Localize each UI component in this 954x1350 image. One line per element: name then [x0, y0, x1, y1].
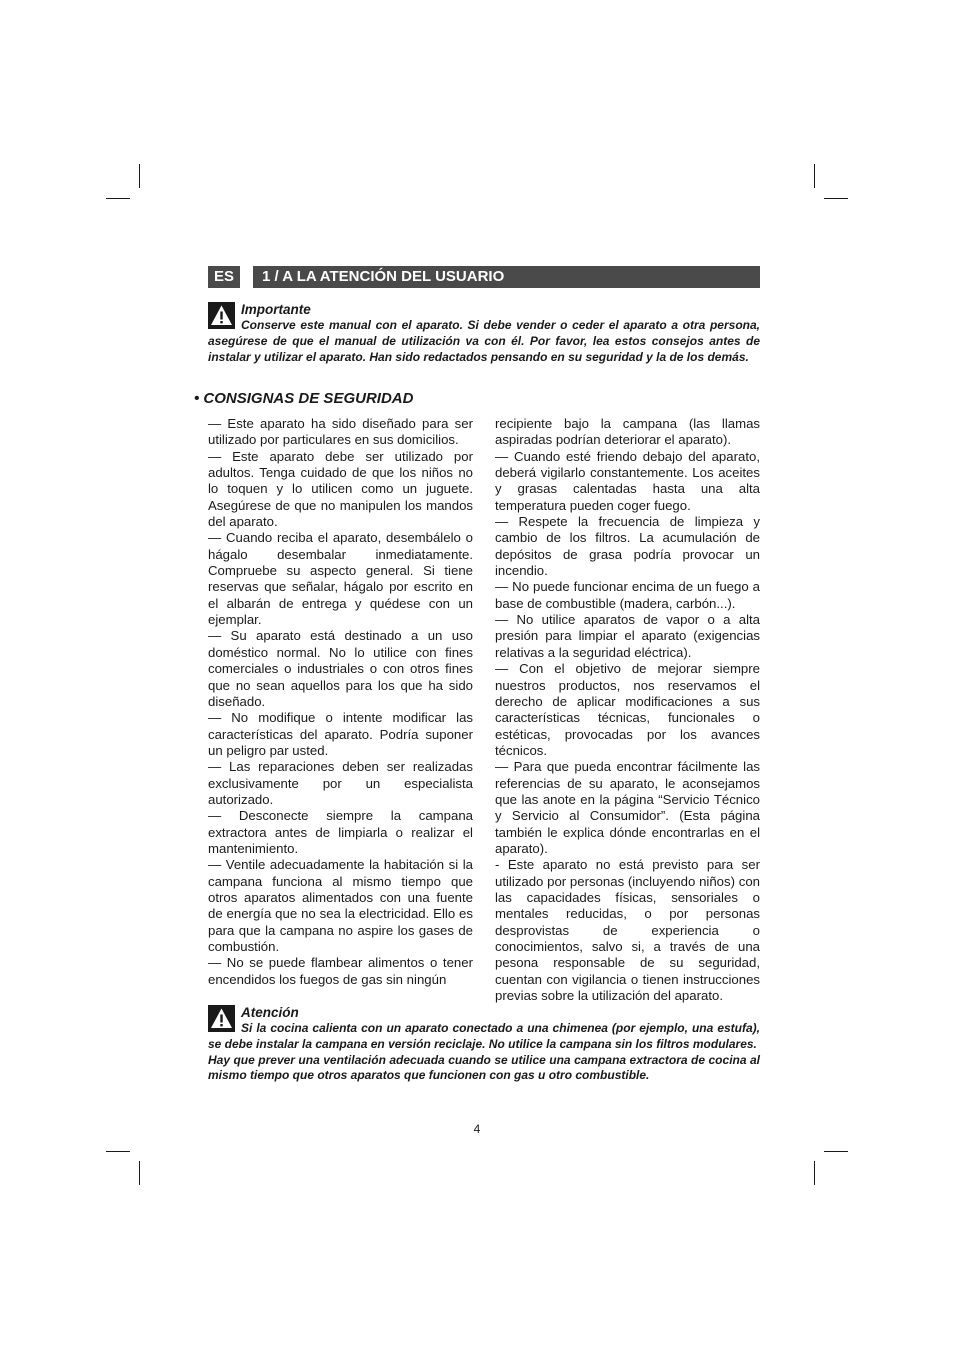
important-text: Conserve este manual con el aparato. Si debe vender o ceder el aparato a otra persona, asegúrese de que el manual de utilización va con él. Por favor, lea estos consejos antes de instalar y utilizar el aparato. Han sido redactados pensando en su seguridad y la de los demás.: [208, 318, 760, 364]
safety-paragraph: — Su aparato está destinado a un uso doméstico normal. No lo utilice con fines comerciales o industriales o con otros fines que no sean aquellos para los que ha sido diseñado.: [208, 628, 473, 709]
safety-paragraph: — No se puede flambear alimentos o tener encendidos los fuegos de gas sin ningún: [208, 955, 473, 987]
important-notice: [208, 302, 760, 365]
crop-mark: [139, 164, 140, 188]
safety-paragraph: — Este aparato ha sido diseñado para ser utilizado por particulares en sus domicilios.: [208, 416, 473, 448]
page-number: 4: [473, 1122, 481, 1136]
important-title: Importante: [241, 302, 311, 317]
safety-paragraph: — No utilice aparatos de vapor o a alta presión para limpiar el aparato (exigencias relativas a la seguridad eléctrica).: [495, 612, 760, 660]
safety-paragraph: — Con el objetivo de mejorar siempre nuestros productos, nos reservamos el derecho de aplicar modificaciones a sus características técnicas, funcionales o estéticas, provocadas por los avances técnicos.: [495, 661, 760, 758]
safety-paragraph: — Desconecte siempre la campana extractora antes de limpiarla o realizar el mantenimiento.: [208, 808, 473, 856]
crop-mark: [814, 164, 815, 188]
crop-mark: [824, 198, 848, 199]
warning-triangle-icon: [208, 302, 235, 329]
safety-paragraph: — Ventile adecuadamente la habitación si la campana funciona al mismo tiempo que otros aparatos alimentados con una fuente de energía que no sea la electricidad. Ello es para que la campana no aspire los gases de combustión.: [208, 857, 473, 954]
attention-notice: [208, 1005, 760, 1084]
attention-title: Atención: [241, 1005, 299, 1020]
crop-mark: [139, 1161, 140, 1185]
safety-paragraph: — Respete la frecuencia de limpieza y cambio de los filtros. La acumulación de depósitos de grasa podría provocar un incendio.: [495, 514, 760, 579]
language-badge: ES: [208, 266, 240, 288]
safety-paragraph: — Este aparato debe ser utilizado por adultos. Tenga cuidado de que los niños no lo toquen y lo utilicen como un juguete. Asegúrese de que no manipulen los mandos del aparato.: [208, 448, 473, 530]
warning-triangle-icon: [208, 1005, 235, 1032]
safety-paragraph: - Este aparato no está previsto para ser utilizado por personas (incluyendo niños) con las capacidades físicas, sensoriales o mentales reducidas, o por personas desprovistas de experiencia o conocimientos, salvo si, a través de una pesona responsable de su seguridad, cuentan con vigilancia o tienen instrucciones previas sobre la utilización del aparato.: [495, 857, 760, 1004]
crop-mark: [106, 1151, 130, 1152]
safety-paragraph: — Cuando reciba el aparato, desembálelo o hágalo desembalar inmediatamente. Compruebe su aspecto general. Si tiene reservas que señalar, hágalo por escrito en el albarán de entrega y quédese con un ejemplar.: [208, 530, 473, 628]
safety-paragraph: — Para que pueda encontrar fácilmente las referencias de su aparato, le aconsejamos que las anote en la página “Servicio Técnico y Servicio al Consumidor”. (Esta página también le explica dónde encontrarlas en el aparato).: [495, 759, 760, 856]
safety-column-left: [208, 416, 473, 988]
crop-mark: [824, 1151, 848, 1152]
safety-paragraph: — No puede funcionar encima de un fuego a base de combustible (madera, carbón...).: [495, 579, 760, 611]
safety-paragraph: — Cuando esté friendo debajo del aparato, deberá vigilarlo constantemente. Los aceites y grasas calentadas hasta una alta temperatura pueden coger fuego.: [495, 448, 760, 513]
safety-paragraph: — Las reparaciones deben ser realizadas exclusivamente por un especialista autorizado.: [208, 759, 473, 807]
crop-mark: [814, 1161, 815, 1185]
attention-text: Si la cocina calienta con un aparato conectado a una chimenea (por ejemplo, una estufa), se debe instalar la campana en versión reciclaje. No utilice la campana sin los filtros modulares.: [208, 1021, 760, 1051]
section-title: 1 / A LA ATENCIÓN DEL USUARIO: [253, 266, 760, 288]
safety-paragraph: — No modifique o intente modificar las características del aparato. Podría suponer un peligro par usted.: [208, 710, 473, 758]
safety-paragraph: recipiente bajo la campana (las llamas aspiradas podrían deteriorar el aparato).: [495, 416, 760, 448]
safety-column-right: [495, 416, 760, 1004]
attention-text: Hay que prever una ventilación adecuada cuando se utilice una campana extractora de cocina al mismo tiempo que otros aparatos que funcionen con gas u otro combustible.: [208, 1052, 760, 1083]
safety-heading: • CONSIGNAS DE SEGURIDAD: [194, 390, 414, 407]
section-header: [208, 266, 760, 288]
crop-mark: [106, 198, 130, 199]
